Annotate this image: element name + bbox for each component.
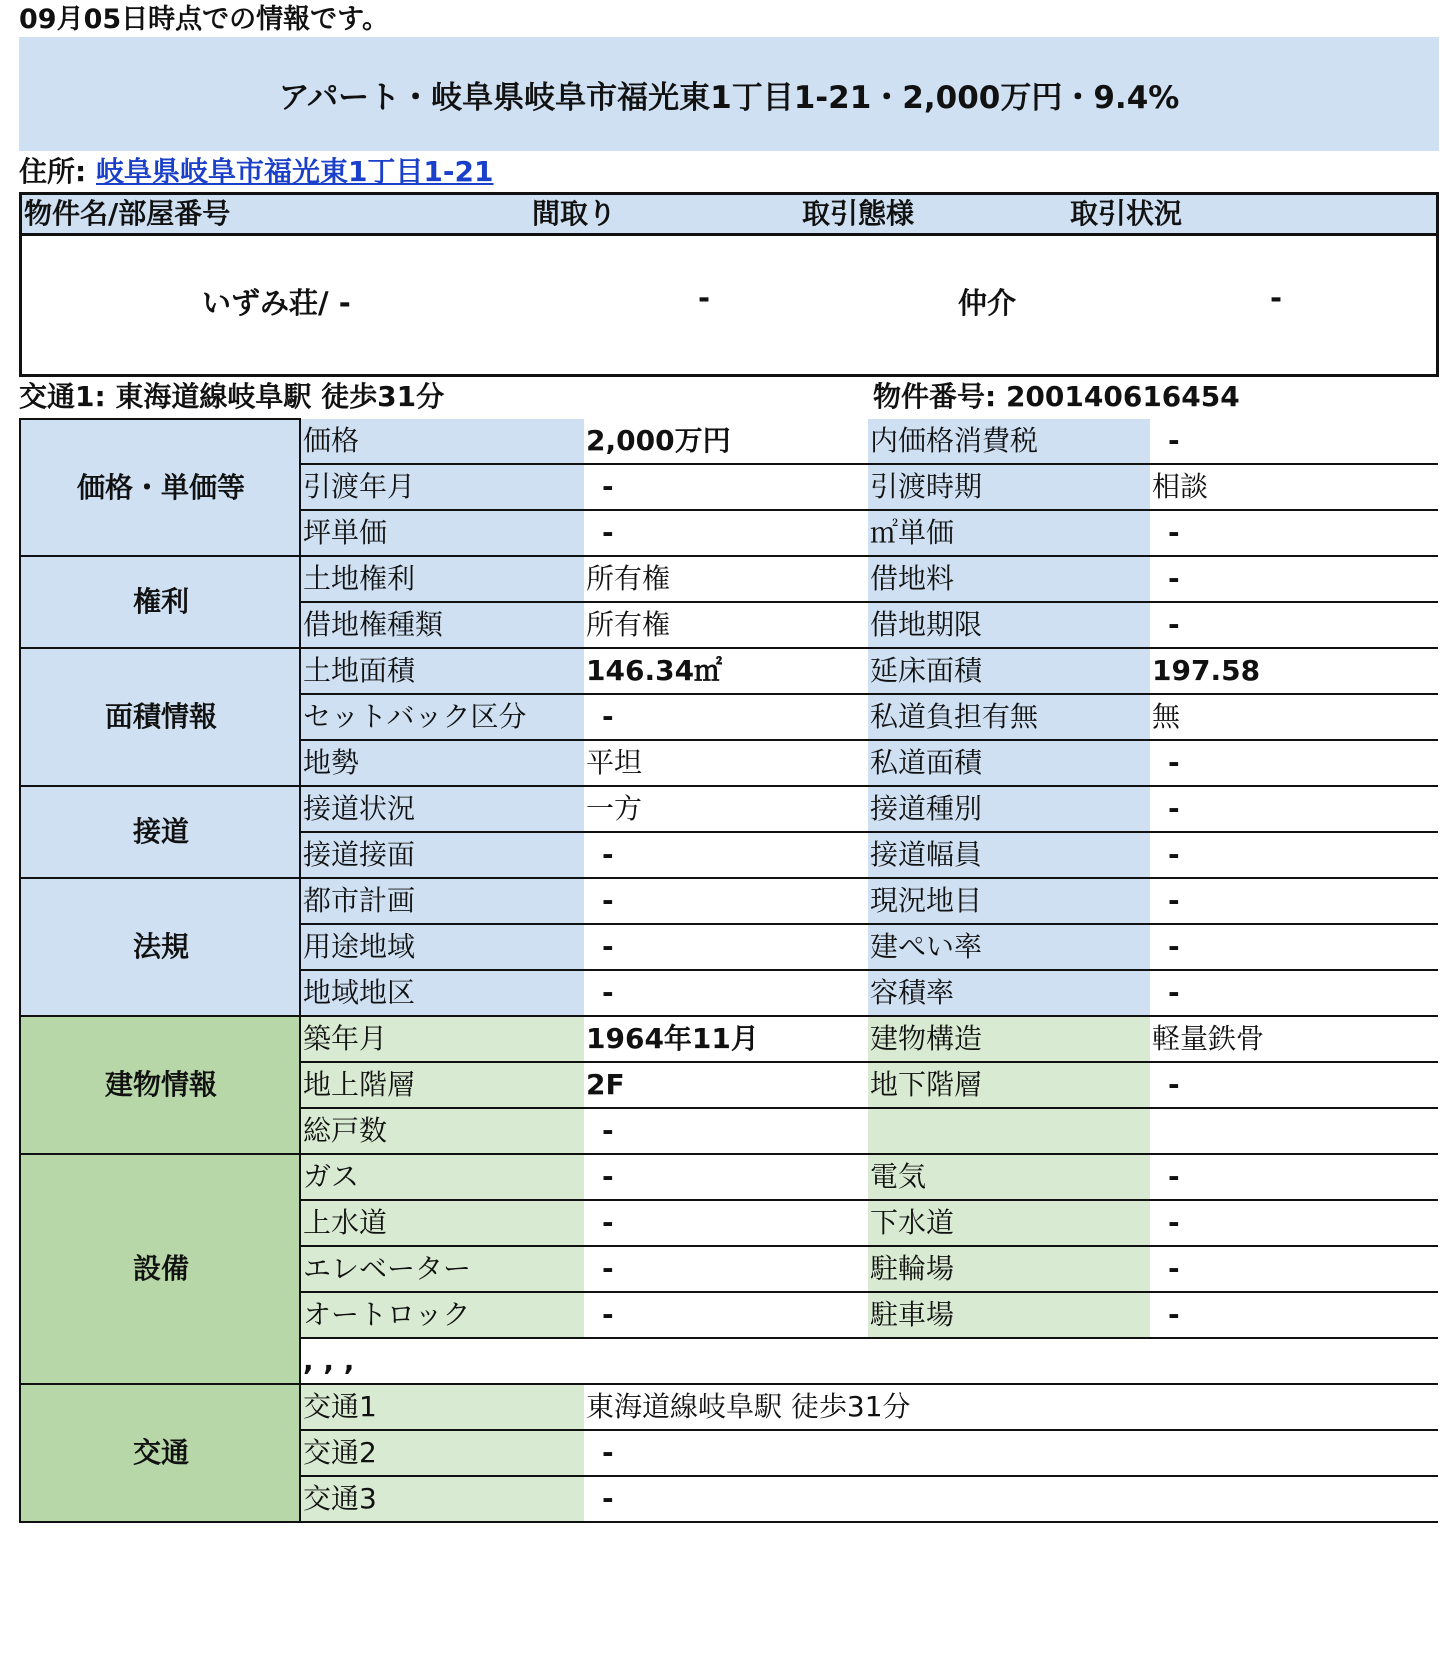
row-value: 所有権 bbox=[584, 556, 868, 602]
row-value bbox=[1150, 1108, 1438, 1154]
row-label: 電気 bbox=[868, 1154, 1150, 1200]
row-label: 建ぺい率 bbox=[868, 924, 1150, 970]
section-building-title: 建物情報 bbox=[20, 1016, 300, 1154]
address-line bbox=[19, 152, 494, 192]
row-label: 延床面積 bbox=[868, 648, 1150, 694]
row-value: - bbox=[584, 832, 868, 878]
row-value: 無 bbox=[1150, 694, 1438, 740]
row-value: 146.34㎡ bbox=[584, 648, 868, 694]
section-rights-title: 権利 bbox=[20, 556, 300, 648]
row-label: 用途地域 bbox=[300, 924, 584, 970]
row-value: - bbox=[584, 1154, 868, 1200]
row-value: - bbox=[584, 1476, 1438, 1522]
row-label: ㎡単価 bbox=[868, 510, 1150, 556]
row-label: 土地面積 bbox=[300, 648, 584, 694]
row-label: 都市計画 bbox=[300, 878, 584, 924]
row-value: - bbox=[1150, 510, 1438, 556]
row-value: 2,000万円 bbox=[584, 419, 868, 464]
row-label: 接道幅員 bbox=[868, 832, 1150, 878]
header-status: 取引状況 bbox=[1070, 197, 1183, 230]
section-equipment-title: 設備 bbox=[20, 1154, 300, 1384]
row-value: - bbox=[1150, 878, 1438, 924]
section-area-title: 面積情報 bbox=[20, 648, 300, 786]
row-label: 接道状況 bbox=[300, 786, 584, 832]
row-label: 地下階層 bbox=[868, 1062, 1150, 1108]
row-label bbox=[868, 1108, 1150, 1154]
table-row bbox=[20, 648, 1438, 694]
summary-header bbox=[19, 192, 1439, 236]
row-value: 一方 bbox=[584, 786, 868, 832]
details-table bbox=[19, 418, 1438, 1523]
row-label: 交通3 bbox=[300, 1476, 584, 1522]
row-value: - bbox=[1150, 556, 1438, 602]
summary-name: いずみ荘/ - bbox=[202, 286, 351, 320]
row-label: 価格 bbox=[300, 419, 584, 464]
row-label: ガス bbox=[300, 1154, 584, 1200]
row-value: 所有権 bbox=[584, 602, 868, 648]
row-value: 2F bbox=[584, 1062, 868, 1108]
table-row bbox=[20, 878, 1438, 924]
table-row bbox=[20, 1384, 1438, 1430]
row-label: 築年月 bbox=[300, 1016, 584, 1062]
row-label: 引渡年月 bbox=[300, 464, 584, 510]
row-label: 坪単価 bbox=[300, 510, 584, 556]
header-mode: 取引態様 bbox=[802, 197, 915, 230]
row-value: - bbox=[584, 510, 868, 556]
row-label: 地域地区 bbox=[300, 970, 584, 1016]
table-row bbox=[20, 1016, 1438, 1062]
section-road-title: 接道 bbox=[20, 786, 300, 878]
row-value: - bbox=[1150, 419, 1438, 464]
row-value: - bbox=[584, 464, 868, 510]
address-link[interactable]: 岐阜県岐阜市福光東1丁目1-21 bbox=[95, 155, 494, 188]
row-value: - bbox=[584, 694, 868, 740]
row-value: - bbox=[1150, 740, 1438, 786]
listing-banner bbox=[19, 37, 1439, 151]
banner-text: アパート・岐阜県岐阜市福光東1丁目1-21・2,000万円・9.4% bbox=[278, 79, 1180, 116]
row-label: 内価格消費税 bbox=[868, 419, 1150, 464]
row-label: セットバック区分 bbox=[300, 694, 584, 740]
section-law-title: 法規 bbox=[20, 878, 300, 1016]
table-row bbox=[20, 1154, 1438, 1200]
row-label: 接道接面 bbox=[300, 832, 584, 878]
header-layout: 間取り bbox=[532, 197, 617, 230]
row-value: - bbox=[584, 1200, 868, 1246]
row-value: 1964年11月 bbox=[584, 1016, 868, 1062]
row-value: - bbox=[1150, 1246, 1438, 1292]
table-row bbox=[20, 419, 1438, 464]
row-label: 借地料 bbox=[868, 556, 1150, 602]
row-label: 交通2 bbox=[300, 1430, 584, 1476]
summary-layout: - bbox=[698, 281, 711, 315]
row-value: 軽量鉄骨 bbox=[1150, 1016, 1438, 1062]
row-value: - bbox=[584, 1108, 868, 1154]
row-value: - bbox=[1150, 924, 1438, 970]
row-label: 下水道 bbox=[868, 1200, 1150, 1246]
row-value: 東海道線岐阜駅 徒歩31分 bbox=[584, 1384, 1438, 1430]
row-value: - bbox=[1150, 832, 1438, 878]
row-label: 借地期限 bbox=[868, 602, 1150, 648]
section-transport-title: 交通 bbox=[20, 1384, 300, 1522]
row-value: 197.58 bbox=[1150, 648, 1438, 694]
row-label: 現況地目 bbox=[868, 878, 1150, 924]
row-label: 接道種別 bbox=[868, 786, 1150, 832]
row-value: - bbox=[1150, 1292, 1438, 1338]
row-value: - bbox=[584, 878, 868, 924]
row-label: 私道面積 bbox=[868, 740, 1150, 786]
row-label: 総戸数 bbox=[300, 1108, 584, 1154]
row-label: 私道負担有無 bbox=[868, 694, 1150, 740]
row-label: 交通1 bbox=[300, 1384, 584, 1430]
summary-box bbox=[19, 233, 1439, 377]
row-value: - bbox=[584, 1430, 1438, 1476]
row-label: 引渡時期 bbox=[868, 464, 1150, 510]
row-value: - bbox=[584, 1246, 868, 1292]
row-label: 地上階層 bbox=[300, 1062, 584, 1108]
table-row bbox=[20, 786, 1438, 832]
info-date: 09月05日時点での情報です。 bbox=[19, 4, 389, 35]
row-value: - bbox=[1150, 970, 1438, 1016]
traffic-line: 交通1: 東海道線岐阜駅 徒歩31分 bbox=[19, 380, 445, 413]
row-label: 駐車場 bbox=[868, 1292, 1150, 1338]
row-label: オートロック bbox=[300, 1292, 584, 1338]
row-label: 地勢 bbox=[300, 740, 584, 786]
row-value: - bbox=[1150, 786, 1438, 832]
table-row bbox=[20, 556, 1438, 602]
row-value: - bbox=[1150, 1200, 1438, 1246]
row-value: - bbox=[584, 924, 868, 970]
row-label: エレベーター bbox=[300, 1246, 584, 1292]
row-value: - bbox=[1150, 602, 1438, 648]
row-label: 建物構造 bbox=[868, 1016, 1150, 1062]
row-value: 平坦 bbox=[584, 740, 868, 786]
section-price-title: 価格・単価等 bbox=[20, 419, 300, 556]
row-label: 上水道 bbox=[300, 1200, 584, 1246]
summary-status: - bbox=[1270, 281, 1283, 315]
row-value: - bbox=[1150, 1062, 1438, 1108]
header-name: 物件名/部屋番号 bbox=[24, 197, 231, 230]
row-value: - bbox=[584, 970, 868, 1016]
row-label: 借地権種類 bbox=[300, 602, 584, 648]
row-value: - bbox=[584, 1292, 868, 1338]
row-label: 土地権利 bbox=[300, 556, 584, 602]
address-label: 住所: bbox=[19, 155, 87, 188]
row-label: 容積率 bbox=[868, 970, 1150, 1016]
row-value: 相談 bbox=[1150, 464, 1438, 510]
row-label: 駐輪場 bbox=[868, 1246, 1150, 1292]
row-value: - bbox=[1150, 1154, 1438, 1200]
equipment-note: , , , bbox=[300, 1338, 1438, 1384]
summary-mode: 仲介 bbox=[958, 286, 1017, 320]
property-number: 物件番号: 200140616454 bbox=[873, 380, 1240, 413]
